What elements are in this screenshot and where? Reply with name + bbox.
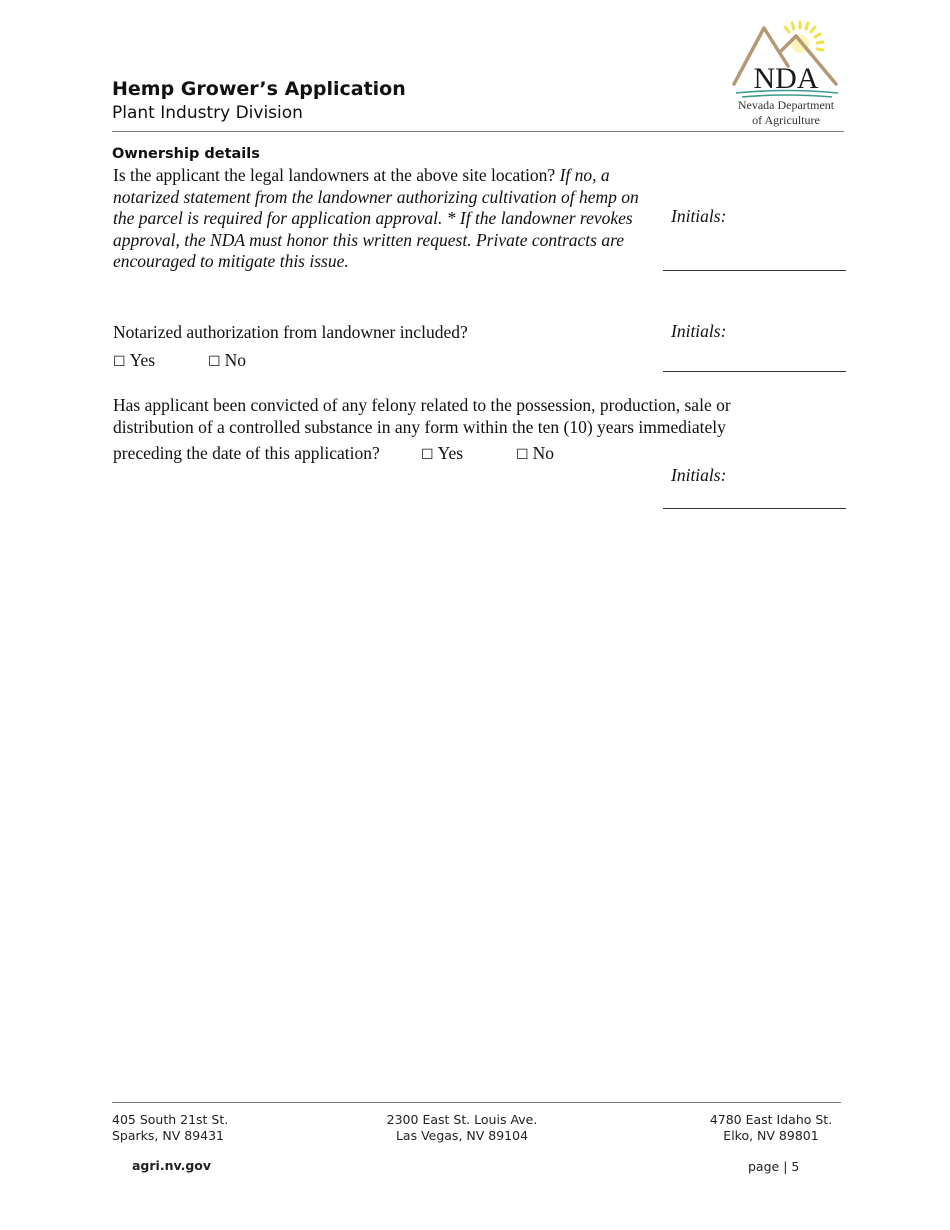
landowner-question-note: If no, a notarized statement from the landowner authorizing cultivation of hemp on the parcel is required for application approval. * If the landowner revokes approval, the NDA must honor this written request. Private contracts are encouraged to mitigate this issue. [113,165,639,271]
felony-question: Has applicant been convicted of any felony related to the possession, production, sale or distribution of a controlled substance in any form within the ten (10) years immediately [113,395,731,437]
initials-field-1[interactable] [663,270,846,271]
document-title: Hemp Grower’s Application [112,78,406,100]
office-street: 405 South 21st St. [112,1112,229,1127]
office-city: Sparks, NV 89431 [112,1127,225,1143]
sun-icon [785,22,823,53]
checkbox-icon[interactable]: ☐ [208,354,221,370]
document-subtitle: Plant Industry Division [112,103,303,123]
notarized-question: Notarized authorization from landowner included? [113,322,468,342]
logo-abbreviation: NDA [753,62,819,95]
office-sparks [112,1112,228,1143]
felony-question-end: preceding the date of this application? [113,443,380,463]
footer-divider [112,1102,841,1103]
header-divider [112,131,844,132]
office-city: Las Vegas, NV 89104 [395,1127,529,1143]
office-city: Elko, NV 89801 [723,1127,819,1143]
office-elko [696,1112,846,1143]
option-label: Yes [437,443,464,463]
checkbox-icon[interactable]: ☐ [421,447,434,463]
landowner-question [113,165,658,273]
initials-field-3[interactable] [663,508,846,509]
notarized-no-option[interactable] [208,350,246,371]
office-las-vegas [360,1112,564,1143]
felony-no-option[interactable] [516,443,554,464]
felony-yes-option[interactable] [421,443,463,464]
option-label: Yes [129,350,156,370]
page-number: page | 5 [748,1159,800,1174]
initials-label-2: Initials: [671,321,727,341]
logo-text-line1: Nevada Department [737,98,835,112]
checkbox-icon[interactable]: ☐ [516,447,529,463]
logo-text-line2: of Agriculture [752,113,820,127]
nda-logo [728,14,844,130]
notarized-yes-option[interactable] [113,350,155,371]
option-label: No [224,350,246,370]
initials-label-3: Initials: [671,465,727,485]
section-heading: Ownership details [112,146,260,162]
office-street: 4780 East Idaho St. [709,1112,833,1127]
office-street: 2300 East St. Louis Ave. [386,1112,538,1127]
landowner-question-text: Is the applicant the legal landowners at the above site location? [113,165,556,185]
nda-logo-mark [728,14,844,100]
initials-field-2[interactable] [663,371,846,372]
option-label: No [532,443,554,463]
checkbox-icon[interactable]: ☐ [113,354,126,370]
website-link[interactable]: agri.nv.gov [132,1158,212,1173]
initials-label-1: Initials: [671,206,727,226]
